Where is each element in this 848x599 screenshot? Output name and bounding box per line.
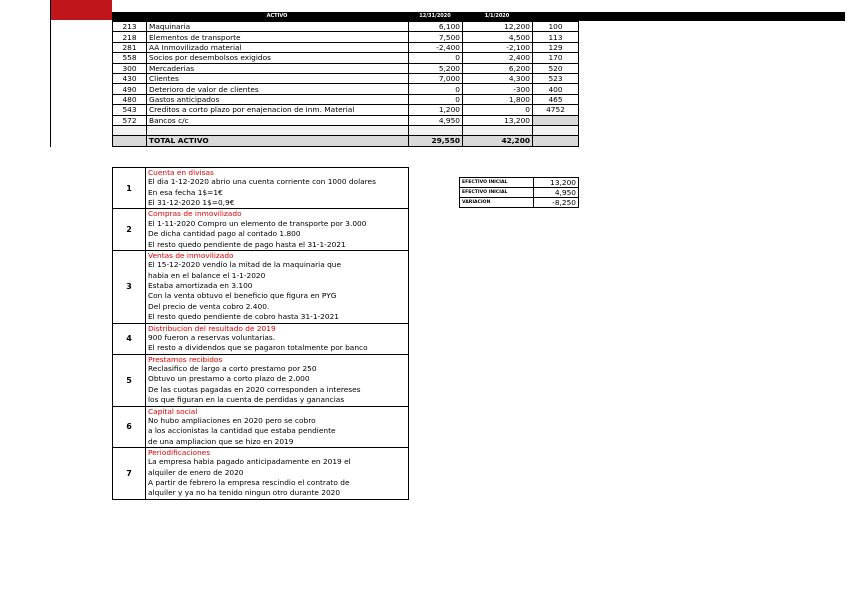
account-code-cell[interactable]: 480 <box>113 94 147 104</box>
case-text-cell[interactable] <box>146 406 409 447</box>
blank-row <box>113 125 579 135</box>
value-2020-cell[interactable]: 4,950 <box>409 115 463 125</box>
case-line: El 1-11-2020 Compro un elemento de transporte por 3.000 <box>148 218 367 228</box>
case-line: alquiler y ya no ha tenido ningun otro durante 2020 <box>148 488 341 498</box>
account-code-cell[interactable]: 300 <box>113 63 147 73</box>
case-number[interactable]: 7 <box>113 447 146 499</box>
case-number[interactable]: 4 <box>113 323 146 354</box>
account-code-cell[interactable]: 218 <box>113 32 147 42</box>
case-line: los que figuran en la cuenta de perdidas y ganancias <box>148 395 345 405</box>
efectivo-value-cell[interactable]: -8,250 <box>534 198 579 208</box>
total-2020-cell[interactable]: 29,550 <box>409 136 463 146</box>
value-2020-cell[interactable]: 0 <box>409 94 463 104</box>
account-code-cell[interactable]: 572 <box>113 115 147 125</box>
case-row <box>113 406 409 447</box>
activo-row <box>113 63 579 73</box>
case-text-cell[interactable] <box>146 168 409 209</box>
case-number[interactable]: 1 <box>113 168 146 209</box>
account-name-cell[interactable]: Bancos c/c <box>147 115 409 125</box>
value-2019-cell[interactable]: 0 <box>463 105 533 115</box>
case-line: de una ampliacion que se hizo en 2019 <box>148 436 294 446</box>
value-2019-cell[interactable]: 13,200 <box>463 115 533 125</box>
case-row <box>113 209 409 250</box>
efectivo-value-cell[interactable]: 4,950 <box>534 188 579 198</box>
case-text-cell[interactable] <box>146 250 409 323</box>
value-2019-cell[interactable]: 12,200 <box>463 22 533 32</box>
case-text-cell[interactable] <box>146 209 409 250</box>
total-blank-cell[interactable] <box>113 136 147 146</box>
case-line: De las cuotas pagadas en 2020 corresponden a intereses <box>148 384 361 394</box>
case-line: Obtuvo un prestamo a corto plazo de 2.000 <box>148 374 310 384</box>
case-line: El 15-12-2020 vendio la mitad de la maquinaria que <box>148 260 342 270</box>
value-2019-cell[interactable]: 2,400 <box>463 53 533 63</box>
case-line: a los accionistas la cantidad que estaba pendiente <box>148 426 336 436</box>
case-title: Ventas de inmovilizado <box>148 250 234 260</box>
efectivo-label-cell[interactable]: EFECTIVO INICIAL <box>460 188 534 198</box>
case-line: El resto quedo pendiente de cobro hasta 31-1-2021 <box>148 312 339 322</box>
left-border-line <box>50 0 51 147</box>
account-code-cell[interactable]: 281 <box>113 42 147 52</box>
value-2020-cell[interactable]: 7,500 <box>409 32 463 42</box>
account-name-cell[interactable]: AA Inmovilizado material <box>147 42 409 52</box>
reference-cell[interactable]: 520 <box>533 63 579 73</box>
value-2019-cell[interactable]: -300 <box>463 84 533 94</box>
case-title: Compras de inmovilizado <box>148 209 242 219</box>
activo-row <box>113 115 579 125</box>
reference-cell[interactable]: 4752 <box>533 105 579 115</box>
blank-cell[interactable] <box>147 125 409 135</box>
case-title: Prestamos recibidos <box>148 354 223 364</box>
value-2019-cell[interactable]: 4,500 <box>463 32 533 42</box>
case-line: habia en el balance el 1-1-2020 <box>148 270 266 280</box>
account-name-cell[interactable]: Mercaderias <box>147 63 409 73</box>
account-code-cell[interactable]: 490 <box>113 84 147 94</box>
reference-cell[interactable]: 113 <box>533 32 579 42</box>
case-row <box>113 447 409 499</box>
red-corner-block <box>50 0 112 20</box>
case-row <box>113 354 409 406</box>
total-2019-cell[interactable]: 42,200 <box>463 136 533 146</box>
reference-cell[interactable]: 523 <box>533 73 579 83</box>
activo-table <box>112 21 579 147</box>
activo-row <box>113 53 579 63</box>
case-line: En esa fecha 1$=1€ <box>148 187 223 197</box>
reference-cell[interactable]: 170 <box>533 53 579 63</box>
case-line: Reclasifico de largo a corto prestamo por 250 <box>148 363 317 373</box>
blank-cell[interactable] <box>463 125 533 135</box>
case-text-cell[interactable] <box>146 354 409 406</box>
case-line: El 31-12-2020 1$=0,9€ <box>148 198 235 208</box>
cases-table <box>112 167 409 500</box>
case-line: De dicha cantidad pago al contado 1.800 <box>148 229 301 239</box>
case-number[interactable]: 2 <box>113 209 146 250</box>
value-2019-cell[interactable]: -2,100 <box>463 42 533 52</box>
value-2020-cell[interactable]: 0 <box>409 53 463 63</box>
header-col-2020: 12/31/2020 <box>419 13 451 19</box>
reference-cell[interactable]: 465 <box>533 94 579 104</box>
case-text-cell[interactable] <box>146 447 409 499</box>
activo-row <box>113 73 579 83</box>
activo-row <box>113 84 579 94</box>
case-title: Cuenta en divisas <box>148 168 214 177</box>
total-row <box>113 136 579 146</box>
value-2019-cell[interactable]: 1,800 <box>463 94 533 104</box>
case-line: El dia 1-12-2020 abrio una cuenta corriente con 1000 dolares <box>148 177 376 187</box>
case-line: 900 fueron a reservas voluntarias. <box>148 332 276 342</box>
efectivo-table <box>459 177 579 208</box>
value-2020-cell[interactable]: 6,100 <box>409 22 463 32</box>
activo-row <box>113 105 579 115</box>
account-name-cell[interactable]: Deterioro de valor de clientes <box>147 84 409 94</box>
activo-row <box>113 42 579 52</box>
value-2019-cell[interactable]: 4,300 <box>463 73 533 83</box>
efectivo-row <box>460 198 579 208</box>
blank-cell[interactable] <box>113 125 147 135</box>
value-2020-cell[interactable]: 7,000 <box>409 73 463 83</box>
efectivo-label-cell[interactable]: VARIACION <box>460 198 534 208</box>
account-name-cell[interactable]: Elementos de transporte <box>147 32 409 42</box>
value-2020-cell[interactable]: 1,200 <box>409 105 463 115</box>
value-2019-cell[interactable]: 6,200 <box>463 63 533 73</box>
blank-cell[interactable] <box>409 125 463 135</box>
total-ref-cell[interactable] <box>533 136 579 146</box>
case-number[interactable]: 5 <box>113 354 146 406</box>
account-name-cell[interactable]: Maquinaria <box>147 22 409 32</box>
account-name-cell[interactable]: Clientes <box>147 73 409 83</box>
value-2020-cell[interactable]: -2,400 <box>409 42 463 52</box>
header-activo-label: ACTIVO <box>266 13 288 19</box>
account-name-cell[interactable]: Socios por desembolsos exigidos <box>147 53 409 63</box>
case-number[interactable]: 3 <box>113 250 146 323</box>
account-code-cell[interactable]: 543 <box>113 105 147 115</box>
case-line: Estaba amortizada en 3.100 <box>148 281 253 291</box>
case-row <box>113 250 409 323</box>
case-line: No hubo ampliaciones en 2020 pero se cobro <box>148 415 316 425</box>
case-line: El resto quedo pendiente de pago hasta el 31-1-2021 <box>148 239 346 249</box>
case-line: El resto a dividendos que se pagaron totalmente por banco <box>148 343 368 353</box>
header-col-2019: 1/1/2020 <box>484 13 510 19</box>
case-line: Con la venta obtuvo el beneficio que figura en PYG <box>148 291 337 301</box>
value-2020-cell[interactable]: 0 <box>409 84 463 94</box>
efectivo-row <box>460 178 579 188</box>
efectivo-label-cell[interactable]: EFECTIVO INICIAL <box>460 178 534 188</box>
account-code-cell[interactable]: 558 <box>113 53 147 63</box>
case-text-cell[interactable] <box>146 323 409 354</box>
value-2020-cell[interactable]: 5,200 <box>409 63 463 73</box>
activo-row <box>113 22 579 32</box>
reference-cell[interactable] <box>533 115 579 125</box>
efectivo-value-cell[interactable]: 13,200 <box>534 178 579 188</box>
account-name-cell[interactable]: Creditos a corto plazo por enajenacion de inm. Material <box>147 105 409 115</box>
reference-cell[interactable]: 400 <box>533 84 579 94</box>
activo-row <box>113 32 579 42</box>
account-code-cell[interactable]: 213 <box>113 22 147 32</box>
reference-cell[interactable]: 100 <box>533 22 579 32</box>
total-label-cell[interactable]: TOTAL ACTIVO <box>147 136 409 146</box>
account-name-cell[interactable]: Gastos anticipados <box>147 94 409 104</box>
case-line: A partir de febrero la empresa rescindio el contrato de <box>148 478 350 488</box>
case-title: Capital social <box>148 406 198 416</box>
blank-cell[interactable] <box>533 125 579 135</box>
case-line: alquiler de enero de 2020 <box>148 467 244 477</box>
case-line: Del precio de venta cobro 2.400. <box>148 301 270 311</box>
case-line: La empresa habia pagado anticipadamente en 2019 el <box>148 457 351 467</box>
efectivo-row <box>460 188 579 198</box>
case-title: Periodificaciones <box>148 447 211 457</box>
account-code-cell[interactable]: 430 <box>113 73 147 83</box>
case-row <box>113 168 409 209</box>
reference-cell[interactable]: 129 <box>533 42 579 52</box>
case-row <box>113 323 409 354</box>
case-number[interactable]: 6 <box>113 406 146 447</box>
case-title: Distribucion del resultado de 2019 <box>148 323 276 333</box>
activo-row <box>113 94 579 104</box>
